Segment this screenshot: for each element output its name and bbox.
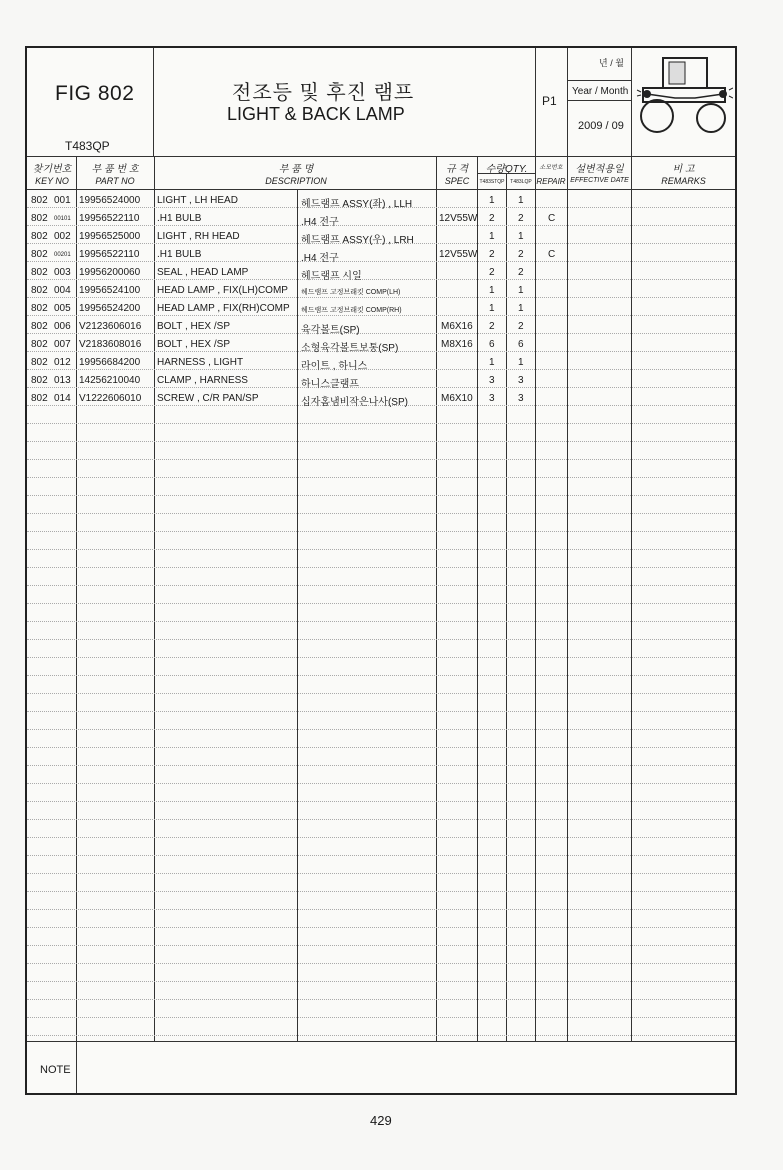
page-label: P1 [542, 94, 557, 108]
page-title: LIGHT & BACK LAMP [227, 104, 405, 124]
page-number: 429 [370, 1113, 392, 1128]
description-en-cell: LIGHT , RH HEAD [157, 231, 240, 242]
model-code: T483QP [65, 139, 110, 153]
spec-cell: 12V55W [439, 213, 478, 224]
qty-2-cell: 1 [518, 303, 524, 314]
description-en-cell: SEAL , HEAD LAMP [157, 267, 249, 278]
qty-1-cell: 2 [489, 249, 495, 260]
qty-2-cell: 1 [518, 357, 524, 368]
ruled-line [27, 711, 735, 712]
description-en-cell: LIGHT , LH HEAD [157, 195, 238, 206]
ruled-line [27, 729, 735, 730]
part-no-cell: V2123606016 [79, 321, 142, 332]
ruled-line [27, 639, 735, 640]
table-row [27, 336, 735, 354]
ruled-line [27, 621, 735, 622]
ruled-line [27, 675, 735, 676]
description-en-cell: HEAD LAMP , FIX(RH)COMP [157, 303, 290, 314]
spec-cell: M6X10 [441, 393, 473, 404]
key-cell: 004 [54, 285, 71, 296]
key-cell: 012 [54, 357, 71, 368]
ruled-line [27, 531, 735, 532]
key-cell: 001 [54, 195, 71, 206]
fig-cell: 802 [31, 303, 48, 314]
note-label: NOTE [40, 1064, 71, 1076]
col-repair-korean: 소모번호 [539, 165, 563, 171]
col-key-no: KEY NO [35, 176, 69, 186]
ruled-line [27, 549, 735, 550]
description-en-cell: SCREW , C/R PAN/SP [157, 393, 259, 404]
note-divider [27, 1041, 735, 1042]
ruled-line [27, 927, 735, 928]
col-key-korean: 찾기번호 [32, 164, 72, 175]
part-no-cell: 19956524200 [79, 303, 141, 314]
description-en-cell: .H1 BULB [157, 213, 202, 224]
fig-cell: 802 [31, 267, 48, 278]
fig-cell: 802 [31, 321, 48, 332]
part-no-cell: 19956525000 [79, 231, 141, 242]
qty-2-cell: 2 [518, 321, 524, 332]
key-cell: 007 [54, 339, 71, 350]
ruled-line [27, 513, 735, 514]
part-no-cell: V1222606010 [79, 393, 142, 404]
ruled-line [27, 981, 735, 982]
title-divider [535, 48, 536, 156]
qty-1-cell: 1 [489, 195, 495, 206]
description-kr-cell: 라이트 , 하니스 [301, 361, 368, 372]
spec-cell: M8X16 [441, 339, 473, 350]
ruled-line [27, 747, 735, 748]
ruled-line [27, 783, 735, 784]
table-row [27, 264, 735, 282]
table-row [27, 300, 735, 318]
col-qty: 수량QTY. [485, 164, 528, 175]
description-en-cell: CLAMP , HARNESS [157, 375, 248, 386]
col-repair: REPAIR [536, 177, 566, 186]
col-effective-date: EFFECTIVE DATE [570, 177, 629, 184]
table-row [27, 210, 735, 228]
date-divider [631, 48, 632, 156]
fig-cell: 802 [31, 249, 48, 260]
fig-cell: 802 [31, 339, 48, 350]
ruled-line [27, 495, 735, 496]
table-row [27, 318, 735, 336]
spec-cell: 12V55W [439, 249, 478, 260]
description-kr-cell: 육각볼트(SP) [301, 325, 360, 336]
qty-2-cell: 6 [518, 339, 524, 350]
description-en-cell: BOLT , HEX /SP [157, 321, 230, 332]
qty-1-cell: 3 [489, 393, 495, 404]
fig-cell: 802 [31, 285, 48, 296]
part-no-cell: 19956522110 [79, 249, 140, 260]
col-part-korean: 부 품 번 호 [91, 164, 139, 175]
tractor-lighting-diagram-icon [635, 54, 733, 142]
ruled-line [27, 441, 735, 442]
col-desc-korean: 부 품 명 [278, 164, 314, 175]
part-no-cell: 14256210040 [79, 375, 141, 386]
col-description: DESCRIPTION [265, 176, 327, 186]
qty-1-cell: 3 [489, 375, 495, 386]
ruled-line [27, 585, 735, 586]
repair-cell: C [548, 249, 556, 260]
repair-cell: C [548, 213, 556, 224]
ruled-line [27, 855, 735, 856]
fig-cell: 802 [31, 393, 48, 404]
table-row [27, 390, 735, 408]
qty-1-cell: 2 [489, 267, 495, 278]
ym-divider-2 [567, 100, 631, 101]
page-divider [567, 48, 568, 156]
description-kr-cell: .H4 전구 [301, 253, 339, 264]
qty-2-cell: 2 [518, 213, 524, 224]
key-cell: 014 [54, 393, 71, 404]
ruled-line [27, 567, 735, 568]
table-row [27, 354, 735, 372]
key-cell: 005 [54, 303, 71, 314]
page-title-korean: 전조등 및 후진 램프 [232, 82, 415, 104]
description-kr-cell: 소형육각볼트보통(SP) [301, 343, 399, 354]
year-month-label: Year / Month [572, 86, 629, 97]
col-remarks-korean: 비 고 [672, 164, 695, 175]
qty-2-cell: 2 [518, 249, 524, 260]
ruled-line [27, 423, 735, 424]
key-cell: 003 [54, 267, 71, 278]
ruled-line [27, 801, 735, 802]
qty-1-cell: 1 [489, 231, 495, 242]
description-kr-cell: 헤드램프 고정브래킷 COMP(RH) [301, 307, 402, 314]
ruled-line [27, 819, 735, 820]
ruled-line [27, 909, 735, 910]
qty-2-cell: 1 [518, 195, 524, 206]
ruled-line [27, 603, 735, 604]
description-kr-cell: 하니스클램프 [301, 379, 359, 390]
qty-1-cell: 6 [489, 339, 495, 350]
part-no-cell: 19956522110 [79, 213, 140, 224]
ruled-line [27, 837, 735, 838]
ruled-line [27, 1035, 735, 1036]
column-header-divider [27, 189, 735, 190]
table-row [27, 228, 735, 246]
description-en-cell: .H1 BULB [157, 249, 202, 260]
table-row [27, 246, 735, 264]
description-en-cell: HEAD LAMP , FIX(LH)COMP [157, 285, 288, 296]
description-kr-cell: 헤드램프 시일 [301, 271, 362, 282]
qty-2-cell: 3 [518, 375, 524, 386]
col-spec-korean: 규 격 [445, 164, 469, 175]
qty-2-cell: 1 [518, 231, 524, 242]
part-no-cell: 19956684200 [79, 357, 141, 368]
ruled-line [27, 477, 735, 478]
description-en-cell: HARNESS , LIGHT [157, 357, 244, 368]
key-cell: 006 [54, 321, 71, 332]
ruled-line [27, 657, 735, 658]
qty-1-cell: 1 [489, 303, 495, 314]
description-kr-cell: 헤드램프 고정브래킷 COMP(LH) [301, 289, 401, 296]
key-cell: 00101 [54, 216, 71, 222]
key-cell: 002 [54, 231, 71, 242]
description-en-cell: BOLT , HEX /SP [157, 339, 230, 350]
key-cell: 013 [54, 375, 71, 386]
col-spec: SPEC [444, 176, 470, 186]
table-row [27, 372, 735, 390]
ruled-line [27, 999, 735, 1000]
ruled-line [27, 1017, 735, 1018]
fig-cell: 802 [31, 357, 48, 368]
col-remarks: REMARKS [661, 176, 706, 186]
ruled-line [27, 873, 735, 874]
figure-number: FIG 802 [55, 82, 135, 105]
ruled-line [27, 945, 735, 946]
qty-1-cell: 2 [489, 321, 495, 332]
year-month-value: 2009 / 09 [578, 120, 624, 132]
spec-cell: M6X16 [441, 321, 473, 332]
note-label-divider [76, 1041, 77, 1093]
ruled-line [27, 459, 735, 460]
part-no-cell: V2183608016 [79, 339, 142, 350]
col-part-no: PART NO [95, 176, 135, 186]
ruled-line [27, 693, 735, 694]
qty-2-cell: 2 [518, 267, 524, 278]
part-no-cell: 19956524100 [79, 285, 141, 296]
table-row [27, 282, 735, 300]
qty-2-cell: 1 [518, 285, 524, 296]
ym-divider [567, 80, 631, 81]
description-kr-cell: 헤드램프 ASSY(우) , LRH [301, 235, 414, 246]
year-month-korean: 년 / 월 [599, 58, 624, 68]
fig-divider [153, 48, 154, 156]
table-row [27, 192, 735, 210]
col-qty-model-2: T483LQP [510, 179, 532, 185]
fig-cell: 802 [31, 375, 48, 386]
key-cell: 00201 [54, 252, 71, 258]
part-no-cell: 19956524000 [79, 195, 141, 206]
col-effective-korean: 설변적용일 [575, 164, 624, 175]
fig-cell: 802 [31, 231, 48, 242]
ruled-line [27, 963, 735, 964]
qty-sub-divider [477, 173, 535, 174]
qty-1-cell: 1 [489, 357, 495, 368]
parts-list-sheet [25, 46, 737, 1095]
description-kr-cell: 십자홈냄비작은나사(SP) [301, 397, 408, 408]
fig-cell: 802 [31, 213, 48, 224]
description-kr-cell: .H4 전구 [301, 217, 339, 228]
qty-1-cell: 1 [489, 285, 495, 296]
description-kr-cell: 헤드램프 ASSY(좌) , LLH [301, 199, 413, 210]
ruled-line [27, 891, 735, 892]
fig-cell: 802 [31, 195, 48, 206]
col-qty-model-1: T483STQP [479, 179, 505, 185]
qty-2-cell: 3 [518, 393, 524, 404]
part-no-cell: 19956200060 [79, 267, 141, 278]
header-divider [27, 156, 735, 157]
ruled-line [27, 765, 735, 766]
qty-1-cell: 2 [489, 213, 495, 224]
